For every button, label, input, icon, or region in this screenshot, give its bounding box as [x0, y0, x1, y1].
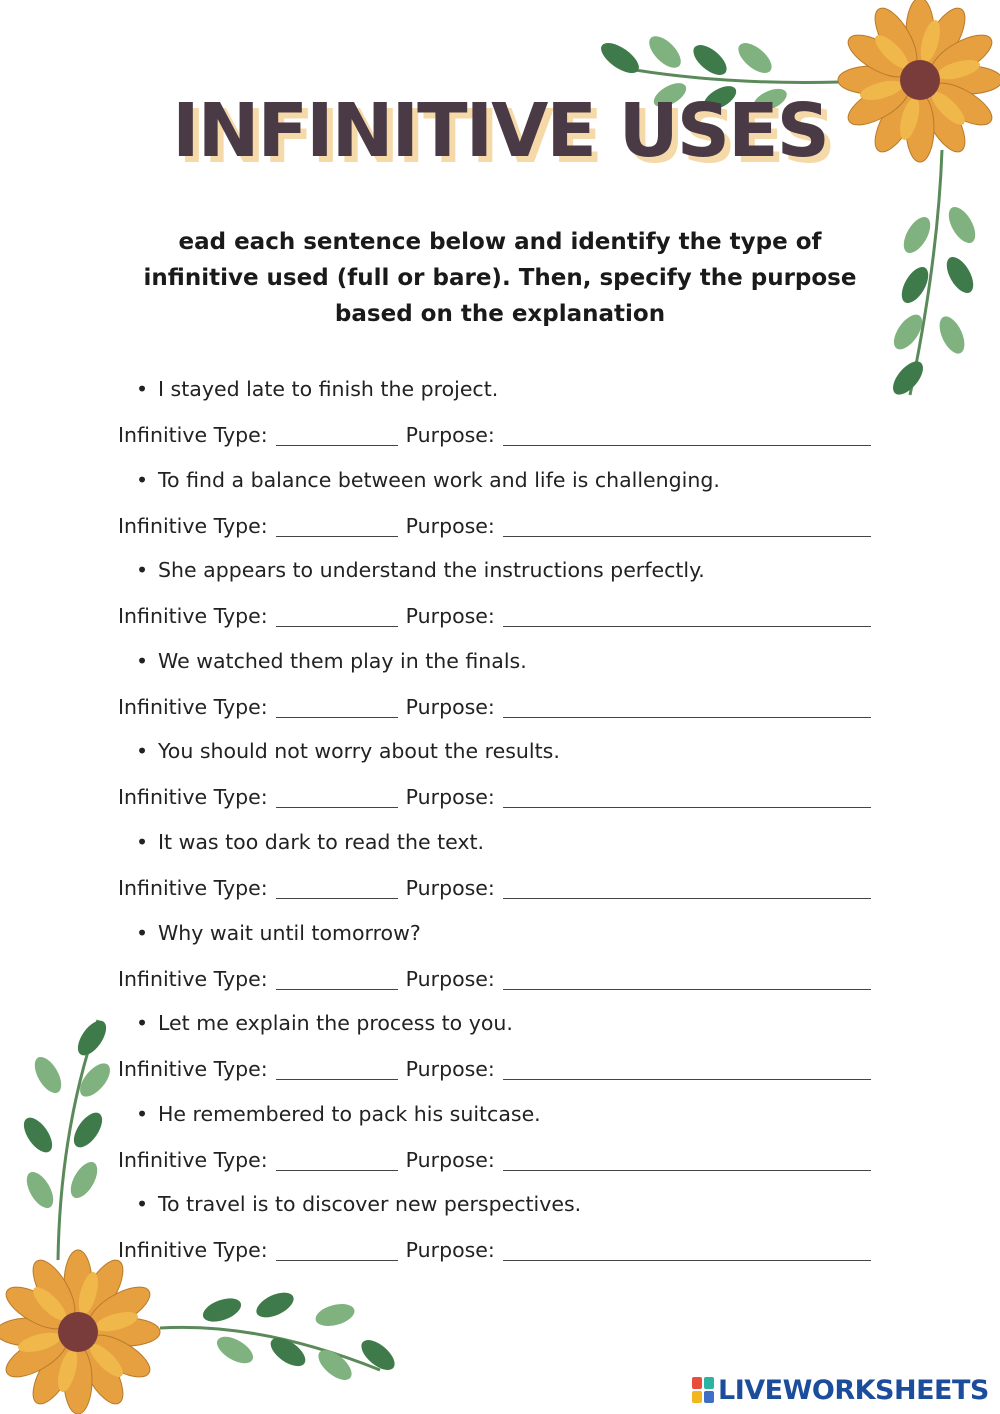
top-right-flower-decoration: [590, 0, 1000, 410]
sentence: • To find a balance between work and life is challenging.: [136, 461, 720, 499]
infinitive-type-blank[interactable]: [276, 785, 398, 808]
sentence: • She appears to understand the instructions perfectly.: [136, 551, 705, 589]
leaf-branch-left: [18, 1016, 115, 1260]
answer-line: Infinitive Type: Purpose:: [118, 1231, 871, 1269]
answer-line: Infinitive Type: Purpose:: [118, 1141, 871, 1179]
liveworksheets-logo[interactable]: [692, 1372, 989, 1408]
purpose-blank[interactable]: [503, 1057, 871, 1080]
exercise-item: [118, 461, 878, 552]
sentence: • It was too dark to read the text.: [136, 823, 484, 861]
instructions: ead each sentence below and identify the type of infinitive used (full or bare). Then, specify the purpose based on the explanation: [143, 229, 857, 327]
exercise-item: [118, 370, 878, 461]
purpose-blank[interactable]: [503, 876, 871, 899]
answer-line: Infinitive Type: Purpose:: [118, 778, 871, 816]
purpose-blank[interactable]: [503, 1148, 871, 1171]
sentence: • He remembered to pack his suitcase.: [136, 1095, 541, 1133]
sentence: • Why wait until tomorrow?: [136, 914, 421, 952]
answer-line: Infinitive Type: Purpose:: [118, 507, 871, 545]
infinitive-type-blank[interactable]: [276, 604, 398, 627]
answer-line: Infinitive Type: Purpose:: [118, 597, 871, 635]
exercise-item: [118, 914, 878, 1005]
infinitive-type-blank[interactable]: [276, 1057, 398, 1080]
sentence: • I stayed late to finish the project.: [136, 370, 498, 408]
liveworksheets-logo-icon: [692, 1377, 714, 1403]
purpose-blank[interactable]: [503, 967, 871, 990]
sentence: • We watched them play in the finals.: [136, 642, 527, 680]
infinitive-type-blank[interactable]: [276, 967, 398, 990]
exercise-item: [118, 642, 878, 733]
exercise-list: [118, 370, 878, 1276]
answer-line: Infinitive Type: Purpose:: [118, 416, 871, 454]
answer-line: Infinitive Type: Purpose:: [118, 1050, 871, 1088]
infinitive-type-blank[interactable]: [276, 695, 398, 718]
infinitive-type-blank[interactable]: [276, 876, 398, 899]
answer-line: Infinitive Type: Purpose:: [118, 960, 871, 998]
purpose-blank[interactable]: [503, 1238, 871, 1261]
exercise-item: [118, 1004, 878, 1095]
purpose-blank[interactable]: [503, 785, 871, 808]
exercise-item: [118, 823, 878, 914]
exercise-item: [118, 732, 878, 823]
infinitive-type-blank[interactable]: [276, 1238, 398, 1261]
purpose-blank[interactable]: [503, 695, 871, 718]
purpose-blank[interactable]: [503, 514, 871, 537]
sentence: • To travel is to discover new perspectives.: [136, 1185, 581, 1223]
exercise-item: [118, 1095, 878, 1186]
page-title-text: INFINITIVE USES: [172, 88, 828, 174]
answer-line: Infinitive Type: Purpose:: [118, 869, 871, 907]
infinitive-type-blank[interactable]: [276, 1148, 398, 1171]
liveworksheets-brand: LIVEWORKSHEETS: [718, 1374, 989, 1406]
exercise-item: [118, 1185, 878, 1276]
infinitive-type-blank[interactable]: [276, 514, 398, 537]
page-title: [0, 88, 1000, 174]
leaf-branch-right: [887, 150, 980, 400]
leaf-branch-bottom: [160, 1287, 400, 1385]
exercise-item: [118, 551, 878, 642]
purpose-blank[interactable]: [503, 604, 871, 627]
sentence: • You should not worry about the results.: [136, 732, 560, 770]
purpose-blank[interactable]: [503, 423, 871, 446]
sentence: • Let me explain the process to you.: [136, 1004, 513, 1042]
answer-line: Infinitive Type: Purpose:: [118, 688, 871, 726]
infinitive-type-blank[interactable]: [276, 423, 398, 446]
